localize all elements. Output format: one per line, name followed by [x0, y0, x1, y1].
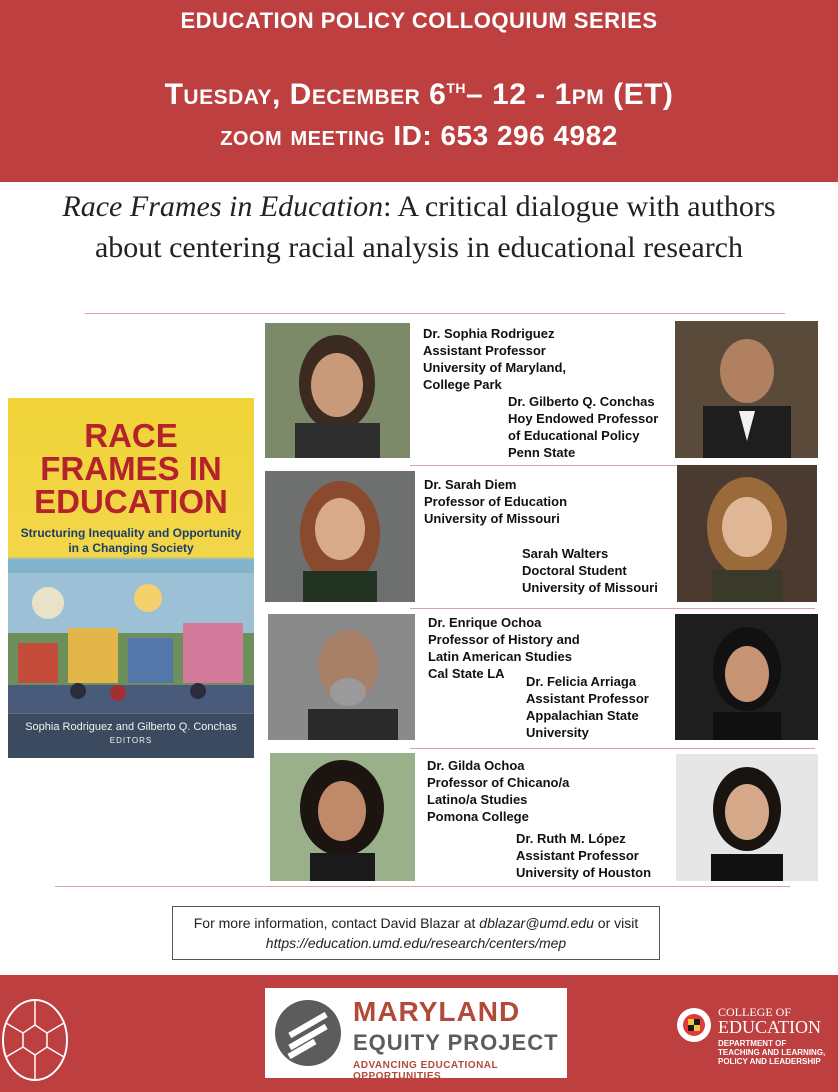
speaker-ruth-lopez [516, 830, 651, 881]
contact-email-link[interactable]: dblazar@umd.edu [479, 915, 594, 931]
book-cover [8, 398, 254, 758]
event-day: Tuesday, December 6 [164, 78, 447, 111]
speaker-affiliation: Pomona College [427, 809, 529, 824]
portrait-sarah-diem [265, 471, 415, 602]
speaker-affiliation: University of Missouri [522, 580, 658, 595]
speaker-name: Dr. Sophia Rodriguez [423, 326, 555, 341]
speaker-name: Dr. Ruth M. López [516, 831, 626, 846]
college-of-education-logo [676, 1003, 828, 1083]
speaker-name: Dr. Enrique Ochoa [428, 615, 542, 630]
speaker-role: Assistant Professor [526, 691, 649, 706]
speaker-sarah-diem [424, 476, 567, 527]
divider [410, 608, 815, 609]
speaker-role: Assistant Professor [516, 848, 639, 863]
speaker-felicia-arriaga [526, 673, 649, 741]
speaker-gilberto-conchas [508, 393, 658, 461]
divider [55, 886, 790, 887]
speaker-role: Professor of History and [428, 632, 580, 647]
contact-prefix: For more information, contact David Blazar at [193, 915, 480, 931]
speaker-affiliation: University of Maryland, [423, 360, 567, 375]
speaker-name: Dr. Felicia Arriaga [526, 674, 637, 689]
portrait-sophia-rodriguez [265, 323, 410, 458]
speaker-affiliation: Cal State LA [428, 666, 505, 681]
date-suffix: TH [446, 80, 467, 96]
speaker-affiliation: Penn State [508, 445, 576, 460]
editors-names: Sophia Rodriguez and Gilberto Q. Conchas [25, 721, 237, 733]
coe-line-2: EDUCATION [718, 1017, 821, 1037]
contact-mid: or visit [593, 915, 639, 931]
mural-illustration [8, 573, 254, 713]
portrait-enrique-ochoa [268, 614, 415, 740]
mep-name-line-2: EQUITY PROJECT [353, 1030, 559, 1055]
speaker-name: Sarah Walters [522, 546, 609, 561]
speaker-role: Hoy Endowed Professor [508, 411, 659, 426]
speaker-enrique-ochoa [428, 614, 580, 682]
speaker-role: Professor of Education [424, 494, 568, 509]
speaker-gilda-ochoa [427, 757, 569, 825]
speaker-affiliation: University [526, 725, 589, 740]
series-title: EDUCATION POLICY COLLOQUIUM SERIES [180, 8, 658, 33]
speaker-name: Dr. Sarah Diem [424, 477, 517, 492]
mep-tagline: ADVANCING EDUCATIONAL OPPORTUNITIES [353, 1060, 498, 1082]
event-title [40, 186, 798, 268]
divider [85, 313, 785, 314]
event-title-rest: : A critical dialogue with authors about centering racial analysis in educational research [94, 190, 776, 264]
book-title-line-1: RACE [84, 417, 178, 454]
contact-info-box [172, 906, 660, 960]
event-date-time [0, 78, 838, 112]
portrait-gilberto-conchas [675, 321, 818, 458]
editors-label: EDITORS [109, 736, 153, 745]
umd-seal-icon [676, 1007, 712, 1043]
coe-department: DEPARTMENT OF TEACHING AND LEARNING, POLICY AND LEADERSHIP [718, 1039, 826, 1066]
book-title-italic: Race Frames in Education [62, 190, 384, 223]
mep-name-line-1: MARYLAND [353, 996, 521, 1027]
coe-line-1: COLLEGE OF [718, 1005, 791, 1019]
mep-logo-icon [273, 998, 343, 1068]
portrait-gilda-ochoa [270, 753, 415, 881]
speaker-name: Dr. Gilberto Q. Conchas [508, 394, 655, 409]
book-title-line-3: EDUCATION [34, 483, 228, 520]
speaker-affiliation: Latin American Studies [428, 649, 572, 664]
speaker-role: Assistant Professor [423, 343, 546, 358]
header-banner [0, 0, 838, 182]
speaker-sophia-rodriguez [423, 325, 566, 393]
book-title-line-2: FRAMES IN [40, 450, 222, 487]
speaker-affiliation: Appalachian State [526, 708, 639, 723]
speaker-affiliation: University of Missouri [424, 511, 560, 526]
speaker-affiliation: of Educational Policy [508, 428, 640, 443]
speaker-name: Dr. Gilda Ochoa [427, 758, 525, 773]
book-editors [8, 714, 254, 758]
zoom-meeting-id: zoom meeting ID: 653 296 4982 [220, 120, 618, 151]
portrait-felicia-arriaga [675, 614, 818, 740]
speaker-affiliation: Latino/a Studies [427, 792, 528, 807]
portrait-sarah-walters [677, 465, 817, 602]
maryland-equity-project-logo [265, 988, 567, 1082]
book-subtitle: Structuring Inequality and Opportunity in a Changing Society [20, 526, 242, 555]
speaker-role: Professor of Chicano/a [427, 775, 570, 790]
terrapin-shell-icon [0, 995, 70, 1085]
divider [410, 748, 815, 749]
event-time: – 12 - 1pm (ET) [466, 78, 674, 111]
speaker-role: Doctoral Student [522, 563, 627, 578]
portrait-ruth-lopez [676, 754, 818, 881]
speaker-sarah-walters [522, 545, 658, 596]
speaker-affiliation: College Park [423, 377, 502, 392]
speaker-affiliation: University of Houston [516, 865, 652, 880]
contact-url-link[interactable]: https://education.umd.edu/research/centers/mep [265, 935, 567, 951]
